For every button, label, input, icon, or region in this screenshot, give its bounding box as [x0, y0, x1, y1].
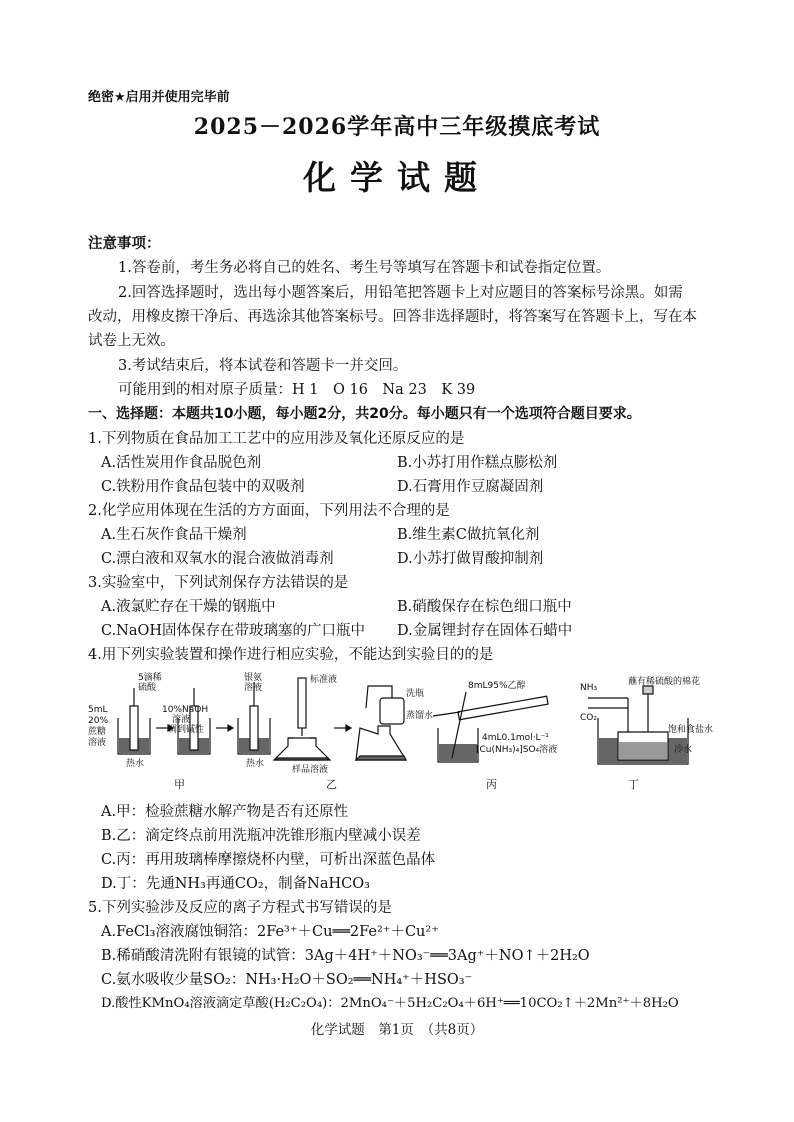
apparatus-figure: [88, 668, 714, 798]
label-bing-conc: 4mL0.1mol·L⁻¹: [482, 733, 549, 743]
page-footer: 化学试题 第1页 （共8页）: [310, 1022, 484, 1038]
question-4-option-b: B.乙：滴定终点前用洗瓶冲洗锥形瓶内壁减小误差: [101, 828, 421, 844]
atomic-mass-line: 可能用到的相对原子质量：H 1 O 16 Na 23 K 39: [118, 382, 476, 398]
question-4-option-a: A.甲：检验蔗糖水解产物是否有还原性: [101, 804, 349, 820]
question-3-option-d: D.金属锂封存在固体石蜡中: [397, 623, 573, 639]
label-jia-sucrose: 蔗糖: [88, 727, 107, 737]
note-line: 2.回答选择题时，选出每小题答案后，用铅笔把答题卡上对应题目的答案标号涂黑。如需: [118, 285, 683, 301]
question-1-option-d: D.石膏用作豆腐凝固剂: [397, 479, 544, 495]
label-bing-ethanol: 8mL95%乙醇: [468, 681, 526, 691]
label-ding-cotton: 蘸有稀硫酸的棉花: [628, 677, 701, 687]
question-1-option-c: C.铁粉用作食品包装中的双吸剂: [101, 479, 305, 495]
question-5-option-b: B.稀硝酸清洗附有银镜的试管：3Ag＋4H⁺＋NO₃⁻══3Ag⁺＋NO↑＋2H₂O: [101, 948, 590, 964]
label-yi-washbottle: 洗瓶: [406, 689, 425, 699]
question-4-stem: 4.用下列实验装置和操作进行相应实验，不能达到实验目的的是: [88, 647, 494, 663]
caption-bing: 丙: [486, 778, 497, 791]
label-jia-alkaline: 调到碱性: [168, 725, 205, 735]
question-3-stem: 3.实验室中，下列试剂保存方法错误的是: [88, 575, 349, 591]
question-5-option-c: C.氨水吸收少量SO₂：NH₃·H₂O＋SO₂══NH₄⁺＋HSO₃⁻: [101, 972, 473, 988]
label-ding-coldwater: 冷水: [674, 745, 693, 755]
caption-ding: 丁: [628, 778, 639, 791]
question-5-option-d: D.酸性KMnO₄溶液滴定草酸(H₂C₂O₄)：2MnO₄⁻＋5H₂C₂O₄＋6H⁺══10CO₂↑＋2Mn²⁺＋8H₂O: [101, 996, 679, 1011]
label-yi-standard: 标准液: [310, 675, 338, 685]
caption-yi: 乙: [326, 778, 337, 791]
question-2-option-d: D.小苏打做胃酸抑制剂: [397, 551, 544, 567]
caption-jia: 甲: [174, 778, 185, 791]
question-5-stem: 5.下列实验涉及反应的离子方程式书写错误的是: [88, 900, 392, 916]
section-heading: 一、选择题：本题共10小题，每小题2分，共20分。每小题只有一个选项符合题目要求。: [88, 406, 641, 422]
label-jia-hot1: 热水: [126, 759, 145, 769]
apparatus-yi: [274, 678, 406, 760]
question-3-option-a: A.液氯贮存在干燥的钢瓶中: [101, 599, 276, 615]
label-jia-naoh: 10%NaOH: [162, 705, 209, 715]
question-4-option-c: C.丙：再用玻璃棒摩擦烧杯内壁，可析出深蓝色晶体: [101, 852, 436, 868]
question-2-option-a: A.生石灰作食品干燥剂: [101, 527, 247, 543]
label-jia-silver2: 溶液: [244, 683, 263, 693]
question-2-stem: 2.化学应用体现在生活的方方面面，下列用法不合理的是: [88, 503, 450, 519]
label-jia-solution: 溶液: [88, 738, 107, 748]
label-jia-hot2: 热水: [246, 759, 265, 769]
label-yi-water: 蒸馏水: [406, 711, 434, 721]
exam-title: 2025－2026学年高中三年级摸底考试: [193, 114, 601, 140]
notes-heading: 注意事项：: [88, 236, 161, 252]
question-5-option-a: A.FeCl₃溶液腐蚀铜箔：2Fe³⁺＋Cu══2Fe²⁺＋Cu²⁺: [101, 924, 439, 940]
question-4-option-d: D.丁：先通NH₃再通CO₂，制备NaHCO₃: [101, 876, 370, 892]
label-ding-co2: CO₂: [580, 713, 597, 723]
label-yi-sample: 样品溶液: [292, 765, 329, 775]
question-2-option-b: B.维生素C做抗氧化剂: [397, 527, 540, 543]
label-jia-naoh-sol: 溶液: [172, 715, 191, 725]
label-ding-nh3: NH₃: [580, 683, 598, 693]
label-jia-acid1: 5滴稀: [138, 673, 162, 683]
note-line: 改动，用橡皮擦干净后、再选涂其他答案标号。回答非选择题时，将答案写在答题卡上，写在本: [88, 309, 697, 325]
question-1-option-a: A.活性炭用作食品脱色剂: [101, 455, 262, 471]
note-line: 3.考试结束后，将本试卷和答题卡一并交回。: [118, 358, 408, 374]
question-1-option-b: B.小苏打用作糕点膨松剂: [397, 455, 558, 471]
question-3-option-c: C.NaOH固体保存在带玻璃塞的广口瓶中: [101, 623, 366, 639]
confidential-mark: 绝密★启用并使用完毕前: [88, 90, 230, 105]
subject-title: 化学试题: [303, 158, 491, 197]
label-jia-vol: 5mL: [88, 705, 108, 715]
label-ding-brine: 饱和食盐水: [668, 725, 714, 735]
note-line: 试卷上无效。: [88, 333, 175, 349]
label-jia-silver1: 银氨: [244, 673, 263, 683]
label-jia-pct: 20%: [88, 716, 109, 726]
label-jia-acid2: 硫酸: [138, 683, 157, 693]
question-2-option-c: C.漂白液和双氧水的混合液做消毒剂: [101, 551, 334, 567]
note-line: 1.答卷前，考生务必将自己的姓名、考生号等填写在答题卡和试卷指定位置。: [118, 260, 611, 276]
label-bing-complex: [Cu(NH₃)₄]SO₄溶液: [476, 745, 558, 755]
question-1-stem: 1.下列物质在食品加工工艺中的应用涉及氧化还原反应的是: [88, 431, 465, 447]
question-3-option-b: B.硝酸保存在棕色细口瓶中: [397, 599, 572, 615]
